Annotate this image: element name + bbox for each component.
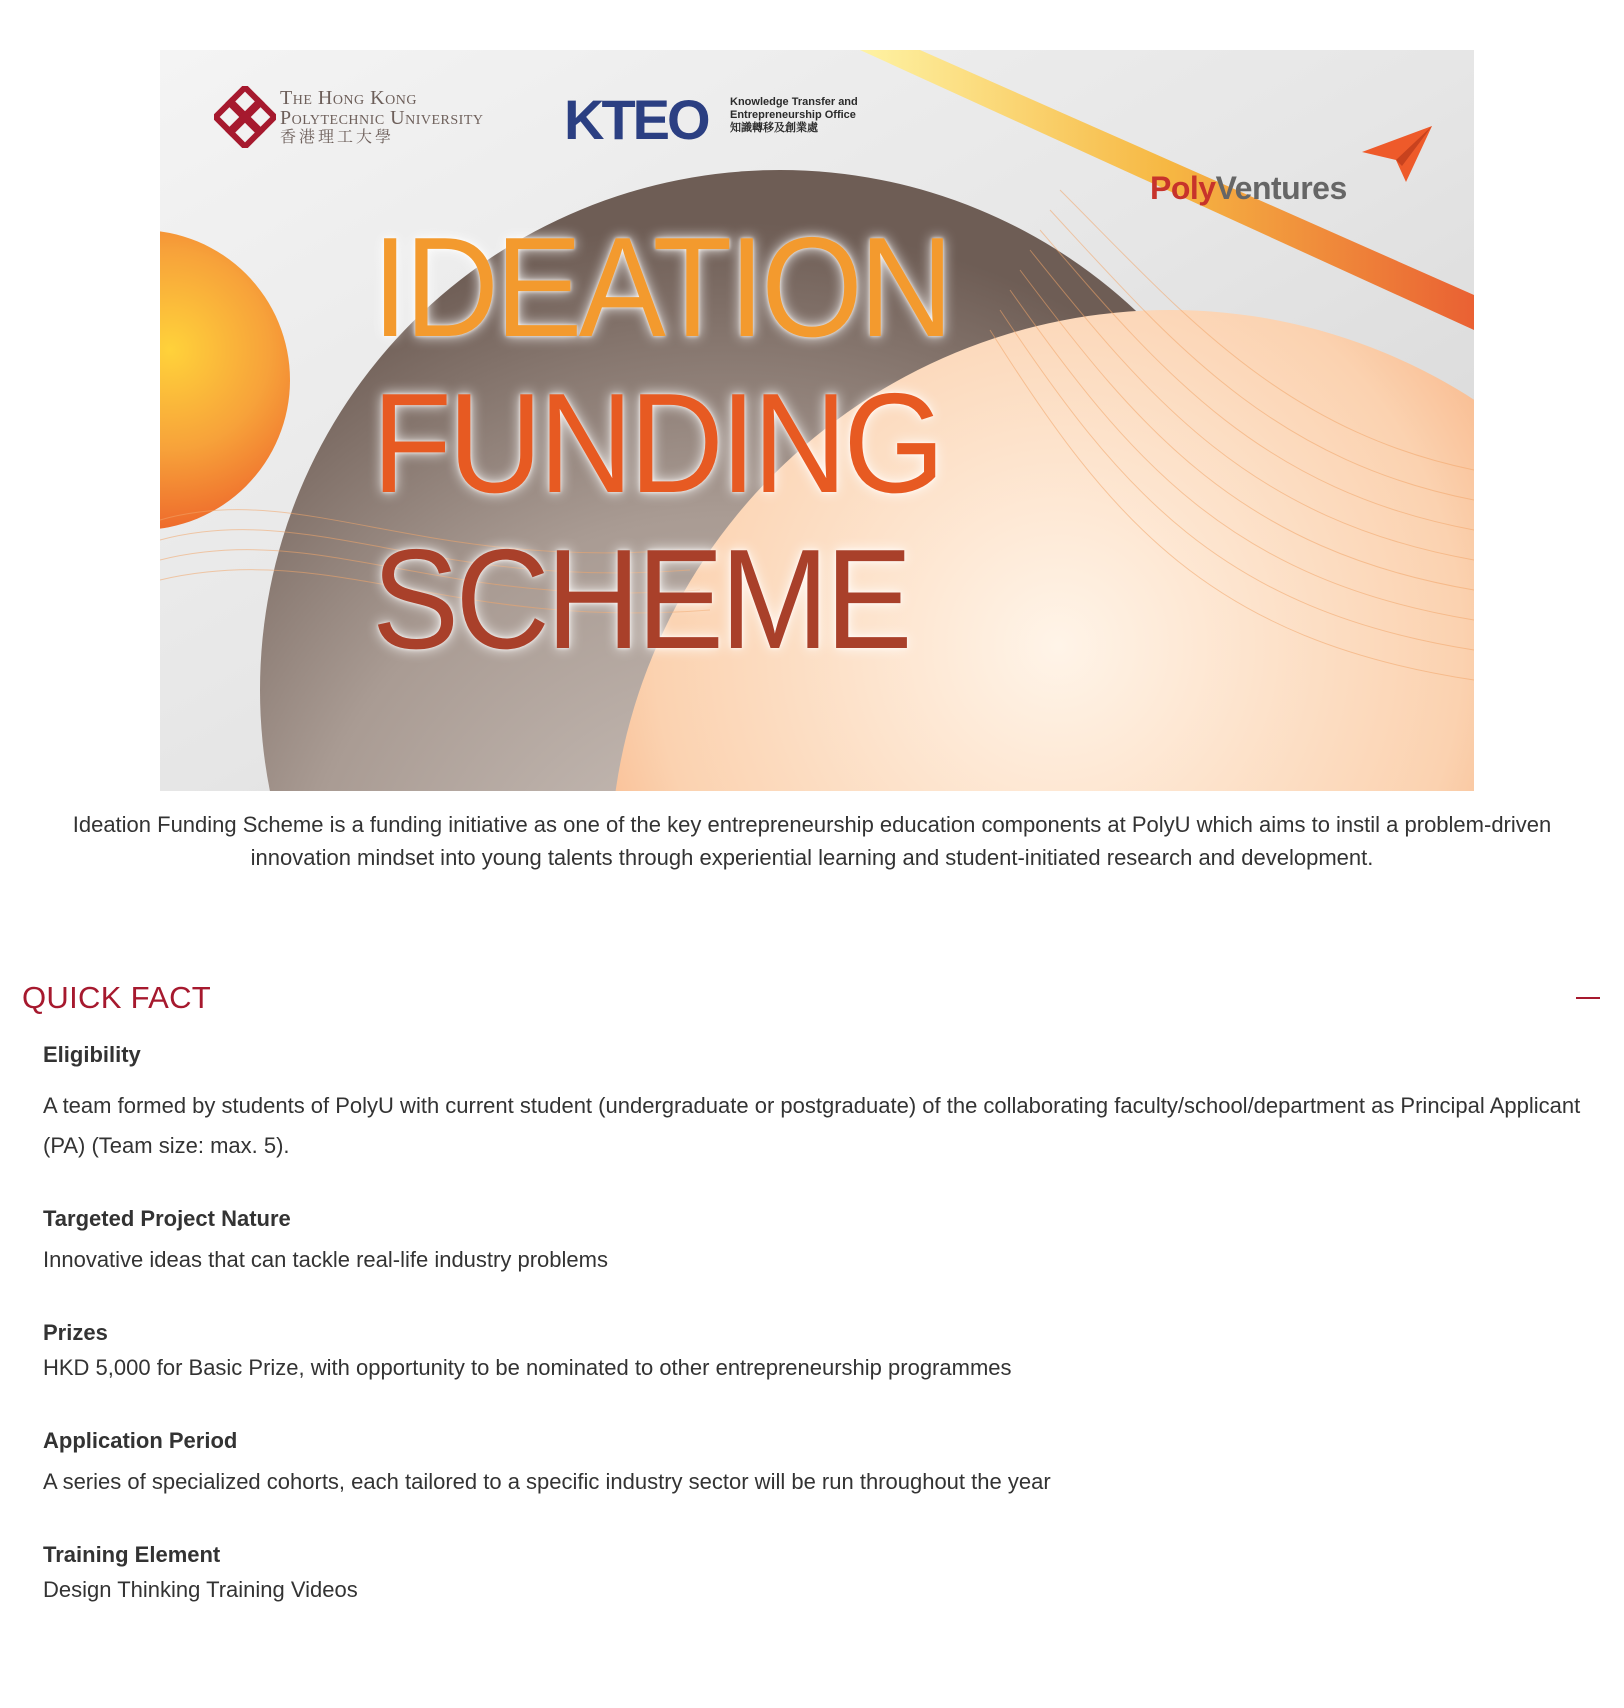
polyu-name-line3: 香港理工大學 — [280, 129, 395, 146]
fact-label: Eligibility — [43, 1042, 141, 1067]
polyventures-part1: Poly — [1150, 170, 1216, 206]
polyventures-logo — [1150, 126, 1450, 206]
polyu-name-line1: The Hong Kong — [280, 87, 417, 109]
polyu-emblem-icon — [214, 86, 276, 148]
minus-icon — [1576, 997, 1600, 999]
quick-fact-list — [43, 1040, 1583, 1648]
kteo-mark: KTEO — [564, 88, 708, 151]
paper-plane-icon — [1362, 126, 1432, 186]
collapse-toggle-button[interactable] — [1566, 976, 1610, 1020]
fact-prizes — [43, 1318, 1583, 1388]
fact-application-period — [43, 1426, 1583, 1502]
fact-label: Prizes — [43, 1320, 108, 1345]
polyventures-part2: Ventures — [1215, 170, 1347, 206]
kteo-sub-line2: Entrepreneurship Office — [730, 109, 856, 121]
polyu-name-line2: Polytechnic University — [280, 107, 484, 129]
fact-label: Training Element — [43, 1542, 221, 1567]
fact-value: A series of specialized cohorts, each tailored to a specific industry sector will be run throughout the year — [43, 1469, 1051, 1494]
banner-title — [372, 210, 950, 678]
kteo-logo — [564, 88, 884, 152]
fact-value: Innovative ideas that can tackle real-life industry problems — [43, 1247, 608, 1272]
fact-value: HKD 5,000 for Basic Prize, with opportunity to be nominated to other entrepreneurship programmes — [43, 1355, 1012, 1380]
banner-title-line2: FUNDING — [372, 364, 942, 523]
banner-image — [160, 50, 1474, 791]
banner-title-line1: IDEATION — [372, 208, 950, 367]
fact-targeted-project-nature — [43, 1204, 1583, 1280]
fact-value: Design Thinking Training Videos — [43, 1577, 358, 1602]
polyu-logo — [214, 86, 544, 156]
banner-title-line3: SCHEME — [372, 520, 909, 679]
fact-value: A team formed by students of PolyU with current student (undergraduate or postgraduate) of the collaborating faculty/school/department as Principal Applicant (PA) (Team size: max. 5). — [43, 1093, 1581, 1158]
kteo-sub-line1: Knowledge Transfer and — [730, 96, 858, 108]
kteo-sub-line3: 知識轉移及創業處 — [730, 122, 818, 134]
quick-fact-title: QUICK FACT — [22, 980, 212, 1015]
fact-eligibility — [43, 1040, 1583, 1166]
fact-label: Application Period — [43, 1428, 238, 1453]
intro-text: Ideation Funding Scheme is a funding initiative as one of the key entrepreneurship education components at PolyU which aims to instil a problem-driven innovation mindset into young talents through experiential learning and student-initiated research and development. — [72, 812, 1552, 870]
fact-label: Targeted Project Nature — [43, 1206, 291, 1231]
quick-fact-header[interactable] — [22, 976, 1610, 1020]
fact-training-element — [43, 1540, 1583, 1610]
